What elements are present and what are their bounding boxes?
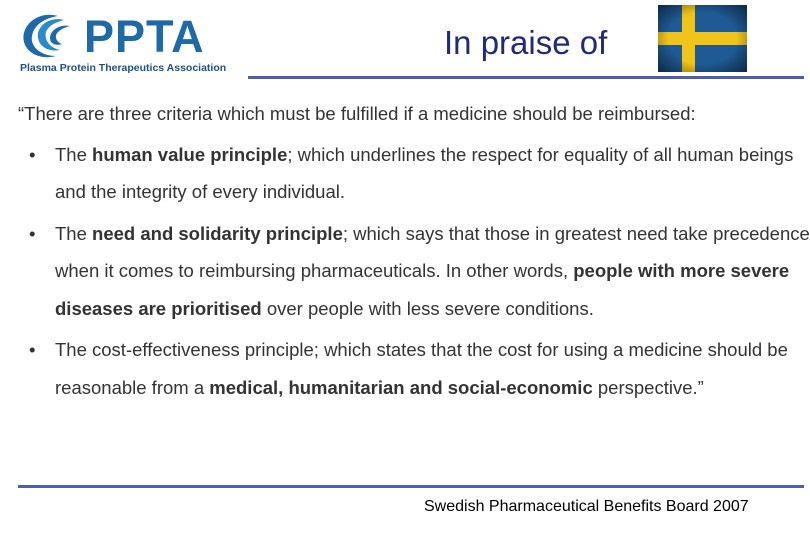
bullet-text-post: ; which underlines the respect for equality of all human beings and the integrity of every individual. <box>55 143 794 202</box>
quote-body <box>18 95 810 406</box>
ppta-logo <box>18 12 248 76</box>
bullet-emphasis: medical, humanitarian and social-economic <box>209 376 593 398</box>
bullet-emphasis-2: people with more severe diseases are prioritised <box>55 260 790 319</box>
quote-intro: “There are three criteria which must be fulfilled if a medicine should be reimbursed: <box>18 103 696 124</box>
list-item <box>18 136 810 211</box>
bullet-text-mid: ; which says that those in greatest need take precedence when it comes to reimbursing pharmaceuticals. In other words, <box>55 222 810 281</box>
header-divider <box>248 76 804 79</box>
logo-wordmark: PPTA <box>84 11 205 62</box>
bullet-text-post: over people with less severe conditions. <box>261 297 594 319</box>
bullet-icon: • <box>29 339 36 360</box>
bullet-text-post: perspective.” <box>592 376 704 398</box>
list-item <box>18 215 810 328</box>
bullet-icon: • <box>29 143 36 165</box>
footer-divider <box>18 485 804 488</box>
logo-tagline: Plasma Protein Therapeutics Association <box>20 62 227 74</box>
bullet-emphasis: human value principle <box>92 143 288 165</box>
globe-swoosh-icon <box>18 12 82 62</box>
bullet-text-pre: The cost-effectiveness principle; which states that the cost for using a medicine should be reasonable from a <box>55 339 788 398</box>
source-citation: Swedish Pharmaceutical Benefits Board 2007 <box>424 498 749 515</box>
bullet-text-pre: The <box>55 222 93 244</box>
page-title: In praise of <box>444 24 608 61</box>
bullet-emphasis: need and solidarity principle <box>92 222 343 244</box>
list-item <box>18 331 810 406</box>
swedish-flag-icon <box>658 5 747 72</box>
bullet-icon: • <box>29 222 36 244</box>
bullet-text-pre: The <box>55 143 93 165</box>
